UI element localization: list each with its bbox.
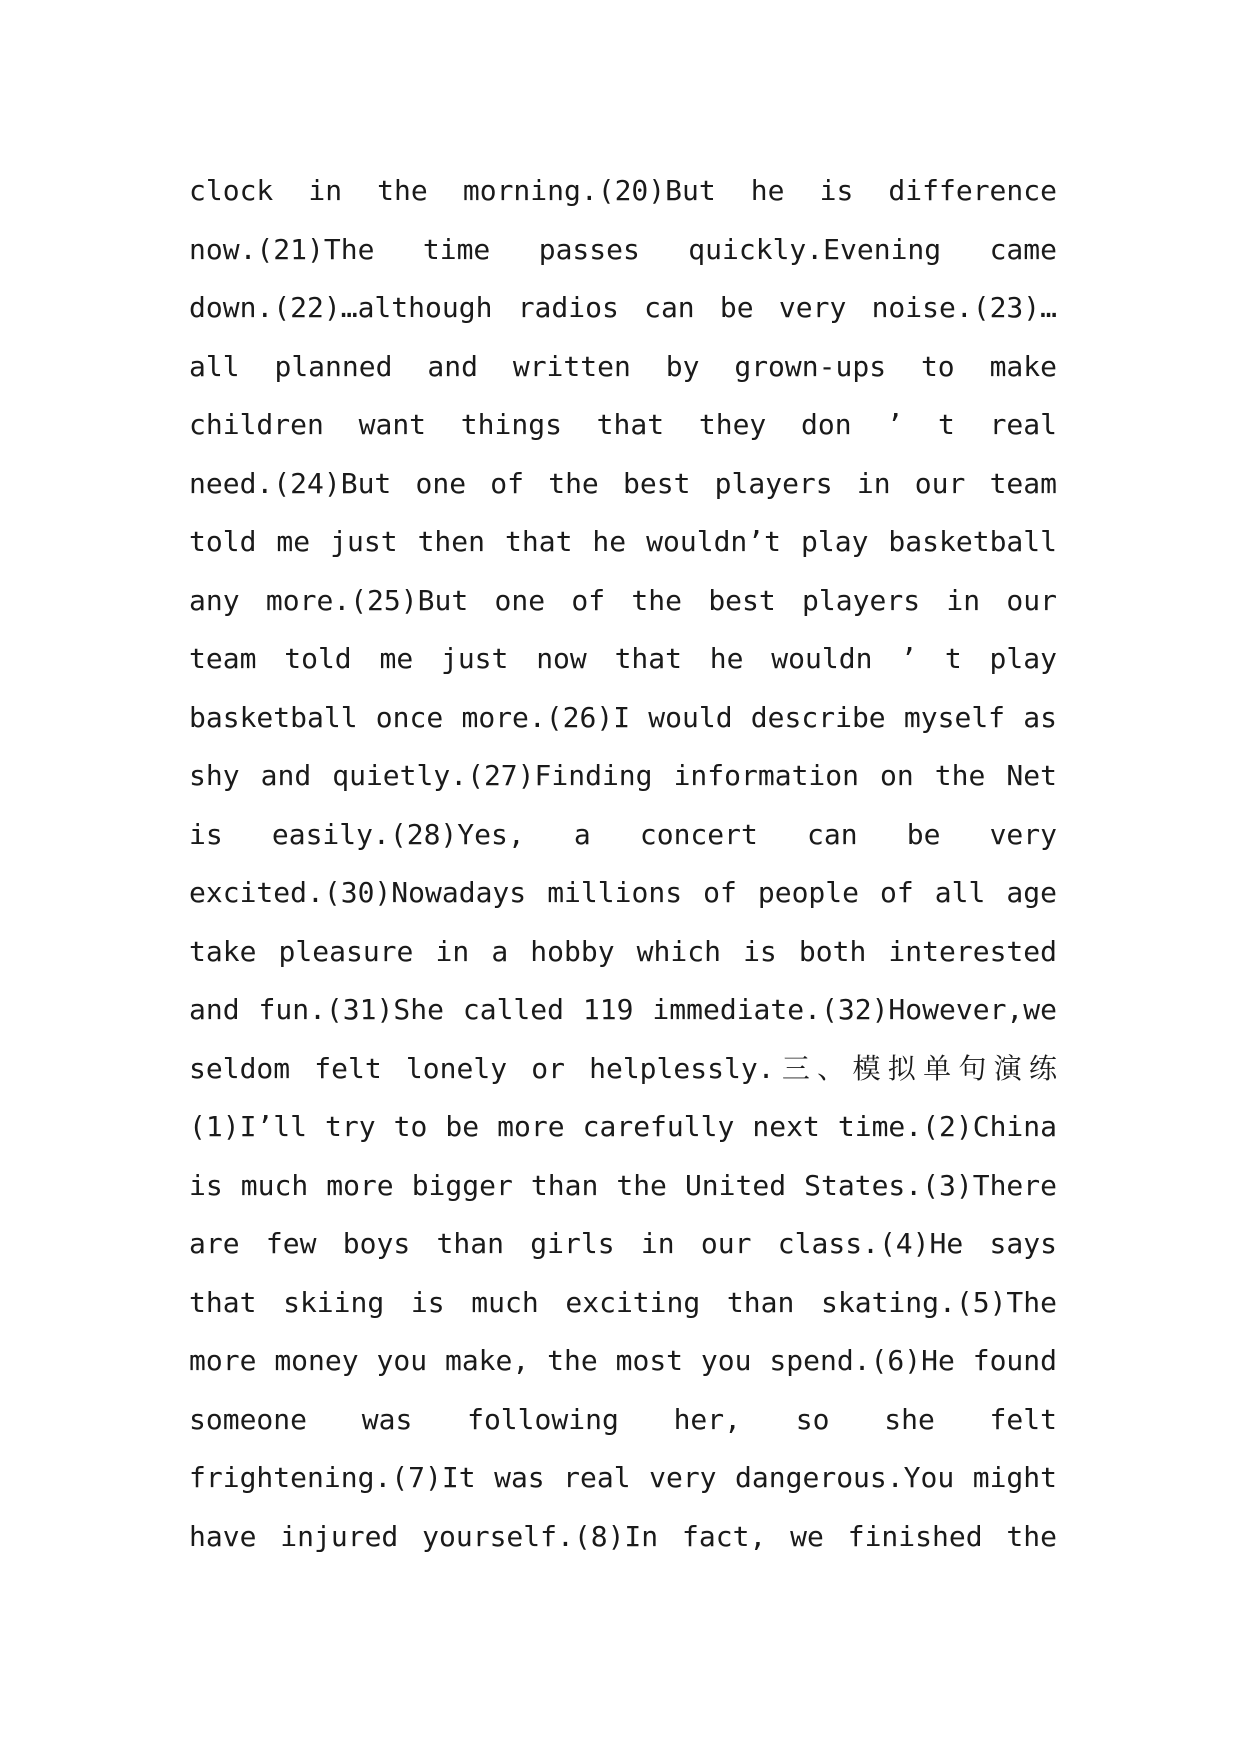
- text-line: take pleasure in a hobby which is both interested: [189, 934, 1057, 968]
- text-line: team told me just now that he wouldn ’ t play: [189, 642, 1057, 675]
- text-line: any more.(25)But one of the best players in our: [189, 583, 1057, 617]
- body-text: [189, 162, 1057, 1566]
- text-line: basketball once more.(26)I would describe myself as: [189, 700, 1057, 734]
- text-line: all planned and written by grown-ups to make: [189, 349, 1057, 383]
- text-line: that skiing is much exciting than skating.(5)The: [189, 1285, 1057, 1319]
- text-line: are few boys than girls in our class.(4)He says: [189, 1227, 1057, 1260]
- text-line: is much more bigger than the United States.(3)There: [189, 1168, 1057, 1202]
- text-line: someone was following her, so she felt: [189, 1402, 1057, 1436]
- text-line: now.(21)The time passes quickly.Evening came: [189, 232, 1057, 266]
- text-line: is easily.(28)Yes, a concert can be very: [189, 817, 1057, 851]
- text-line: shy and quietly.(27)Finding information on the Net: [189, 759, 1057, 792]
- text-line: frightening.(7)It was real very dangerous.You might: [189, 1461, 1057, 1494]
- text-line: (1)I’ll try to be more carefully next time.(2)China: [189, 1110, 1057, 1143]
- text-line: children want things that they don ’ t real: [189, 408, 1057, 441]
- text-line: down.(22)…although radios can be very noise.(23)…: [189, 291, 1057, 324]
- text-line: have injured yourself.(8)In fact, we finished the: [189, 1519, 1057, 1553]
- text-line: need.(24)But one of the best players in our team: [189, 466, 1057, 500]
- text-line: more money you make, the most you spend.(6)He found: [189, 1344, 1057, 1377]
- text-line: told me just then that he wouldn’t play basketball: [189, 525, 1057, 558]
- text-line: and fun.(31)She called 119 immediate.(32)However,we: [189, 993, 1057, 1026]
- text-line: seldom felt lonely or helplessly.三、模拟单句演练: [189, 1051, 1057, 1085]
- text-line: clock in the morning.(20)But he is difference: [189, 174, 1057, 207]
- text-line: excited.(30)Nowadays millions of people of all age: [189, 876, 1057, 909]
